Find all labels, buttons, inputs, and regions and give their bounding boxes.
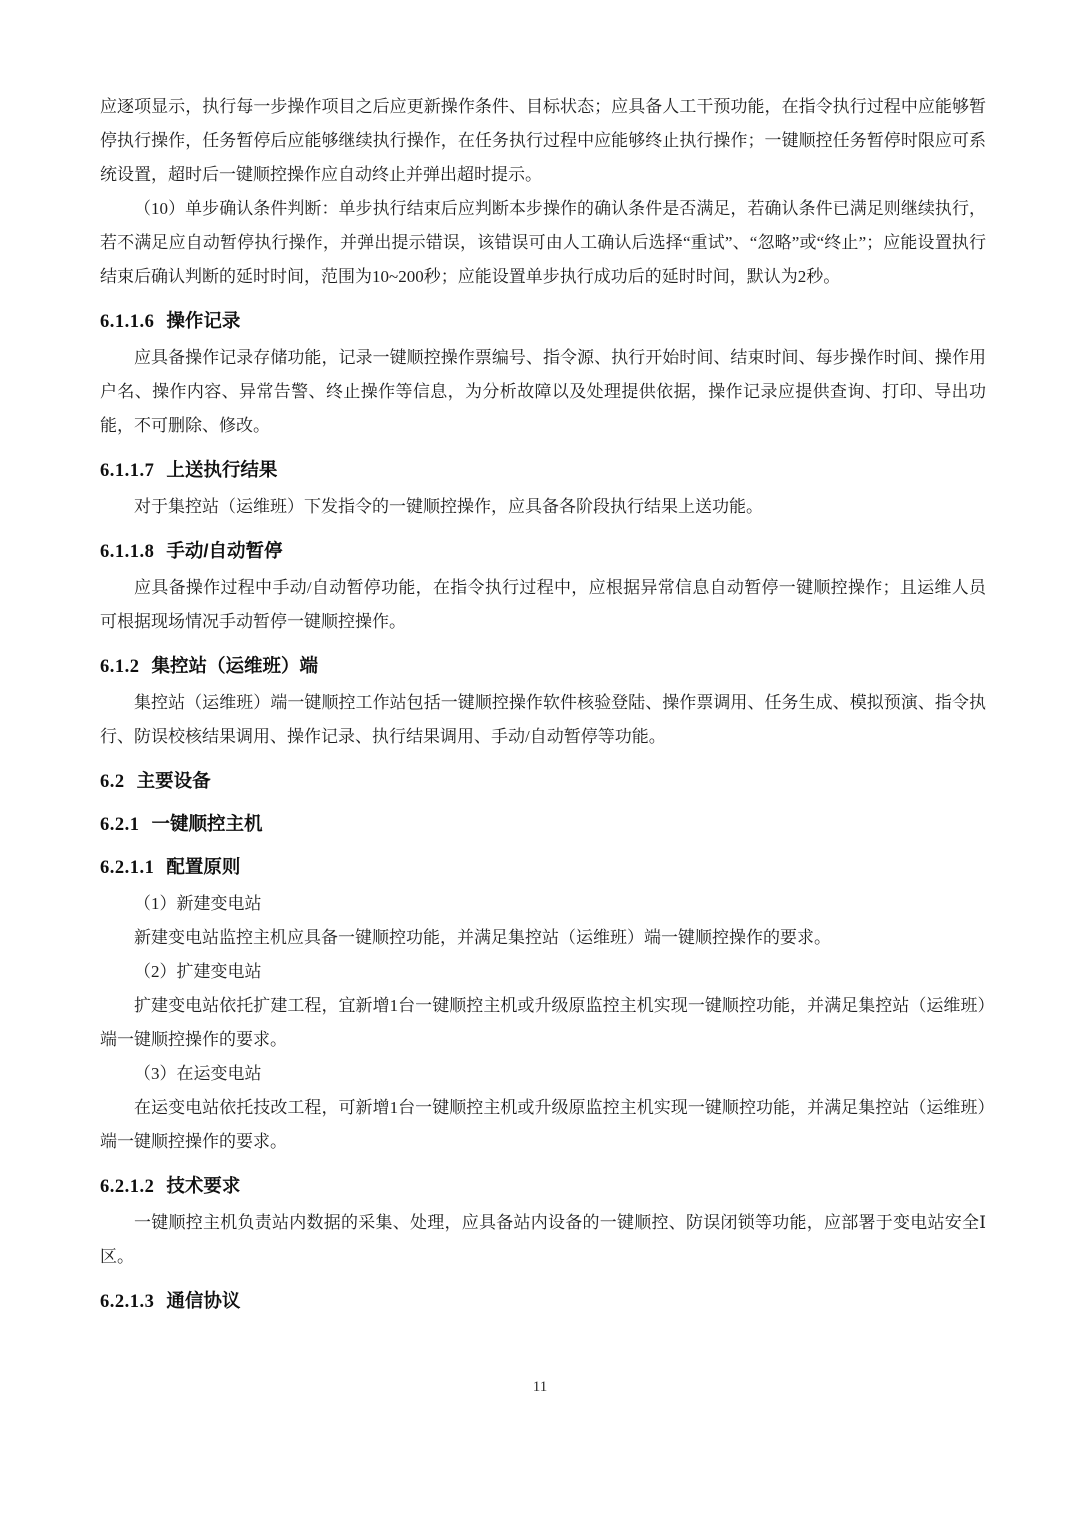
- heading-number: 6.2.1.2: [100, 1177, 155, 1197]
- heading-title: 操作记录: [166, 310, 241, 331]
- list-item-expanded-substation-label: （2）扩建变电站: [134, 962, 262, 981]
- heading-6-1-1-7-upload-result: [100, 455, 986, 486]
- heading-number: 6.2.1: [100, 815, 140, 835]
- heading-6-2-1-3-communication-protocol: [100, 1286, 986, 1317]
- paragraph-manual-auto-pause: 应具备操作过程中手动/自动暂停功能，在指令执行过程中，应根据异常信息自动暂停一键顺控操作；且运维人员可根据现场情况手动暂停一键顺控操作。: [100, 578, 986, 631]
- list-item-inservice-substation-label: （3）在运变电站: [134, 1064, 262, 1083]
- paragraph-new-substation: 新建变电站监控主机应具备一键顺控功能，并满足集控站（运维班）端一键顺控操作的要求。: [134, 928, 831, 947]
- list-item-new-substation-label: （1）新建变电站: [134, 894, 262, 913]
- document-content: [100, 90, 986, 1321]
- heading-6-2-1-sequence-control-host: [100, 809, 986, 840]
- heading-6-2-main-equipment: [100, 766, 986, 797]
- heading-number: 6.2.1.3: [100, 1292, 155, 1312]
- heading-number: 6.2.1.1: [100, 858, 155, 878]
- heading-number: 6.1.1.6: [100, 312, 155, 332]
- paragraph-control-station-functions: 集控站（运维班）端一键顺控工作站包括一键顺控操作软件核验登陆、操作票调用、任务生成、模拟预演、指令执行、防误校核结果调用、操作记录、执行结果调用、手动/自动暂停等功能。: [100, 693, 986, 746]
- heading-title: 上送执行结果: [166, 459, 278, 480]
- heading-title: 集控站（运维班）端: [151, 655, 319, 676]
- heading-number: 6.1.1.8: [100, 542, 155, 562]
- heading-title: 技术要求: [166, 1175, 241, 1196]
- page-number: 11: [532, 1379, 548, 1395]
- paragraph-step-confirm-judgement: （10）单步确认条件判断：单步执行结束后应判断本步操作的确认条件是否满足，若确认条件已满足则继续执行，若不满足应自动暂停执行操作，并弹出提示错误，该错误可由人工确认后选择“重试”、“忽略”或“终止”；应能设置执行结束后确认判断的延时时间，范围为10~200秒；应能设置单步执行成功后的延时时间，默认为2秒。: [100, 199, 986, 286]
- paragraph-technical-requirements: 一键顺控主机负责站内数据的采集、处理，应具备站内设备的一键顺控、防误闭锁等功能，应部署于变电站安全Ⅰ区。: [100, 1213, 986, 1266]
- heading-number: 6.2: [100, 772, 125, 792]
- heading-6-2-1-2-technical-requirements: [100, 1171, 986, 1202]
- heading-number: 6.1.2: [100, 657, 140, 677]
- paragraph-stepwise-display: 应逐项显示，执行每一步操作项目之后应更新操作条件、目标状态；应具备人工干预功能，在指令执行过程中应能够暂停执行操作，任务暂停后应能够继续执行操作，在任务执行过程中应能够终止执行操作；一键顺控任务暂停时限应可系统设置，超时后一键顺控操作应自动终止并弹出超时提示。: [100, 97, 986, 184]
- heading-title: 通信协议: [166, 1290, 241, 1311]
- heading-number: 6.1.1.7: [100, 461, 155, 481]
- heading-title: 手动/自动暂停: [166, 540, 283, 561]
- heading-6-1-2-control-station-side: [100, 651, 986, 682]
- paragraph-upload-result: 对于集控站（运维班）下发指令的一键顺控操作，应具备各阶段执行结果上送功能。: [134, 497, 763, 516]
- heading-6-2-1-1-config-principle: [100, 852, 986, 883]
- heading-6-1-1-8-manual-auto-pause: [100, 536, 986, 567]
- paragraph-inservice-substation: 在运变电站依托技改工程，可新增1台一键顺控主机或升级原监控主机实现一键顺控功能，并满足集控站（运维班）端一键顺控操作的要求。: [100, 1098, 986, 1151]
- heading-title: 一键顺控主机: [151, 813, 263, 834]
- heading-6-1-1-6-operation-record: [100, 306, 986, 337]
- paragraph-expanded-substation: 扩建变电站依托扩建工程，宜新增1台一键顺控主机或升级原监控主机实现一键顺控功能，并满足集控站（运维班）端一键顺控操作的要求。: [100, 996, 986, 1049]
- heading-title: 配置原则: [166, 856, 241, 877]
- paragraph-operation-record: 应具备操作记录存储功能，记录一键顺控操作票编号、指令源、执行开始时间、结束时间、每步操作时间、操作用户名、操作内容、异常告警、终止操作等信息，为分析故障以及处理提供依据，操作记录应提供查询、打印、导出功能，不可删除、修改。: [100, 348, 986, 435]
- heading-title: 主要设备: [136, 770, 211, 791]
